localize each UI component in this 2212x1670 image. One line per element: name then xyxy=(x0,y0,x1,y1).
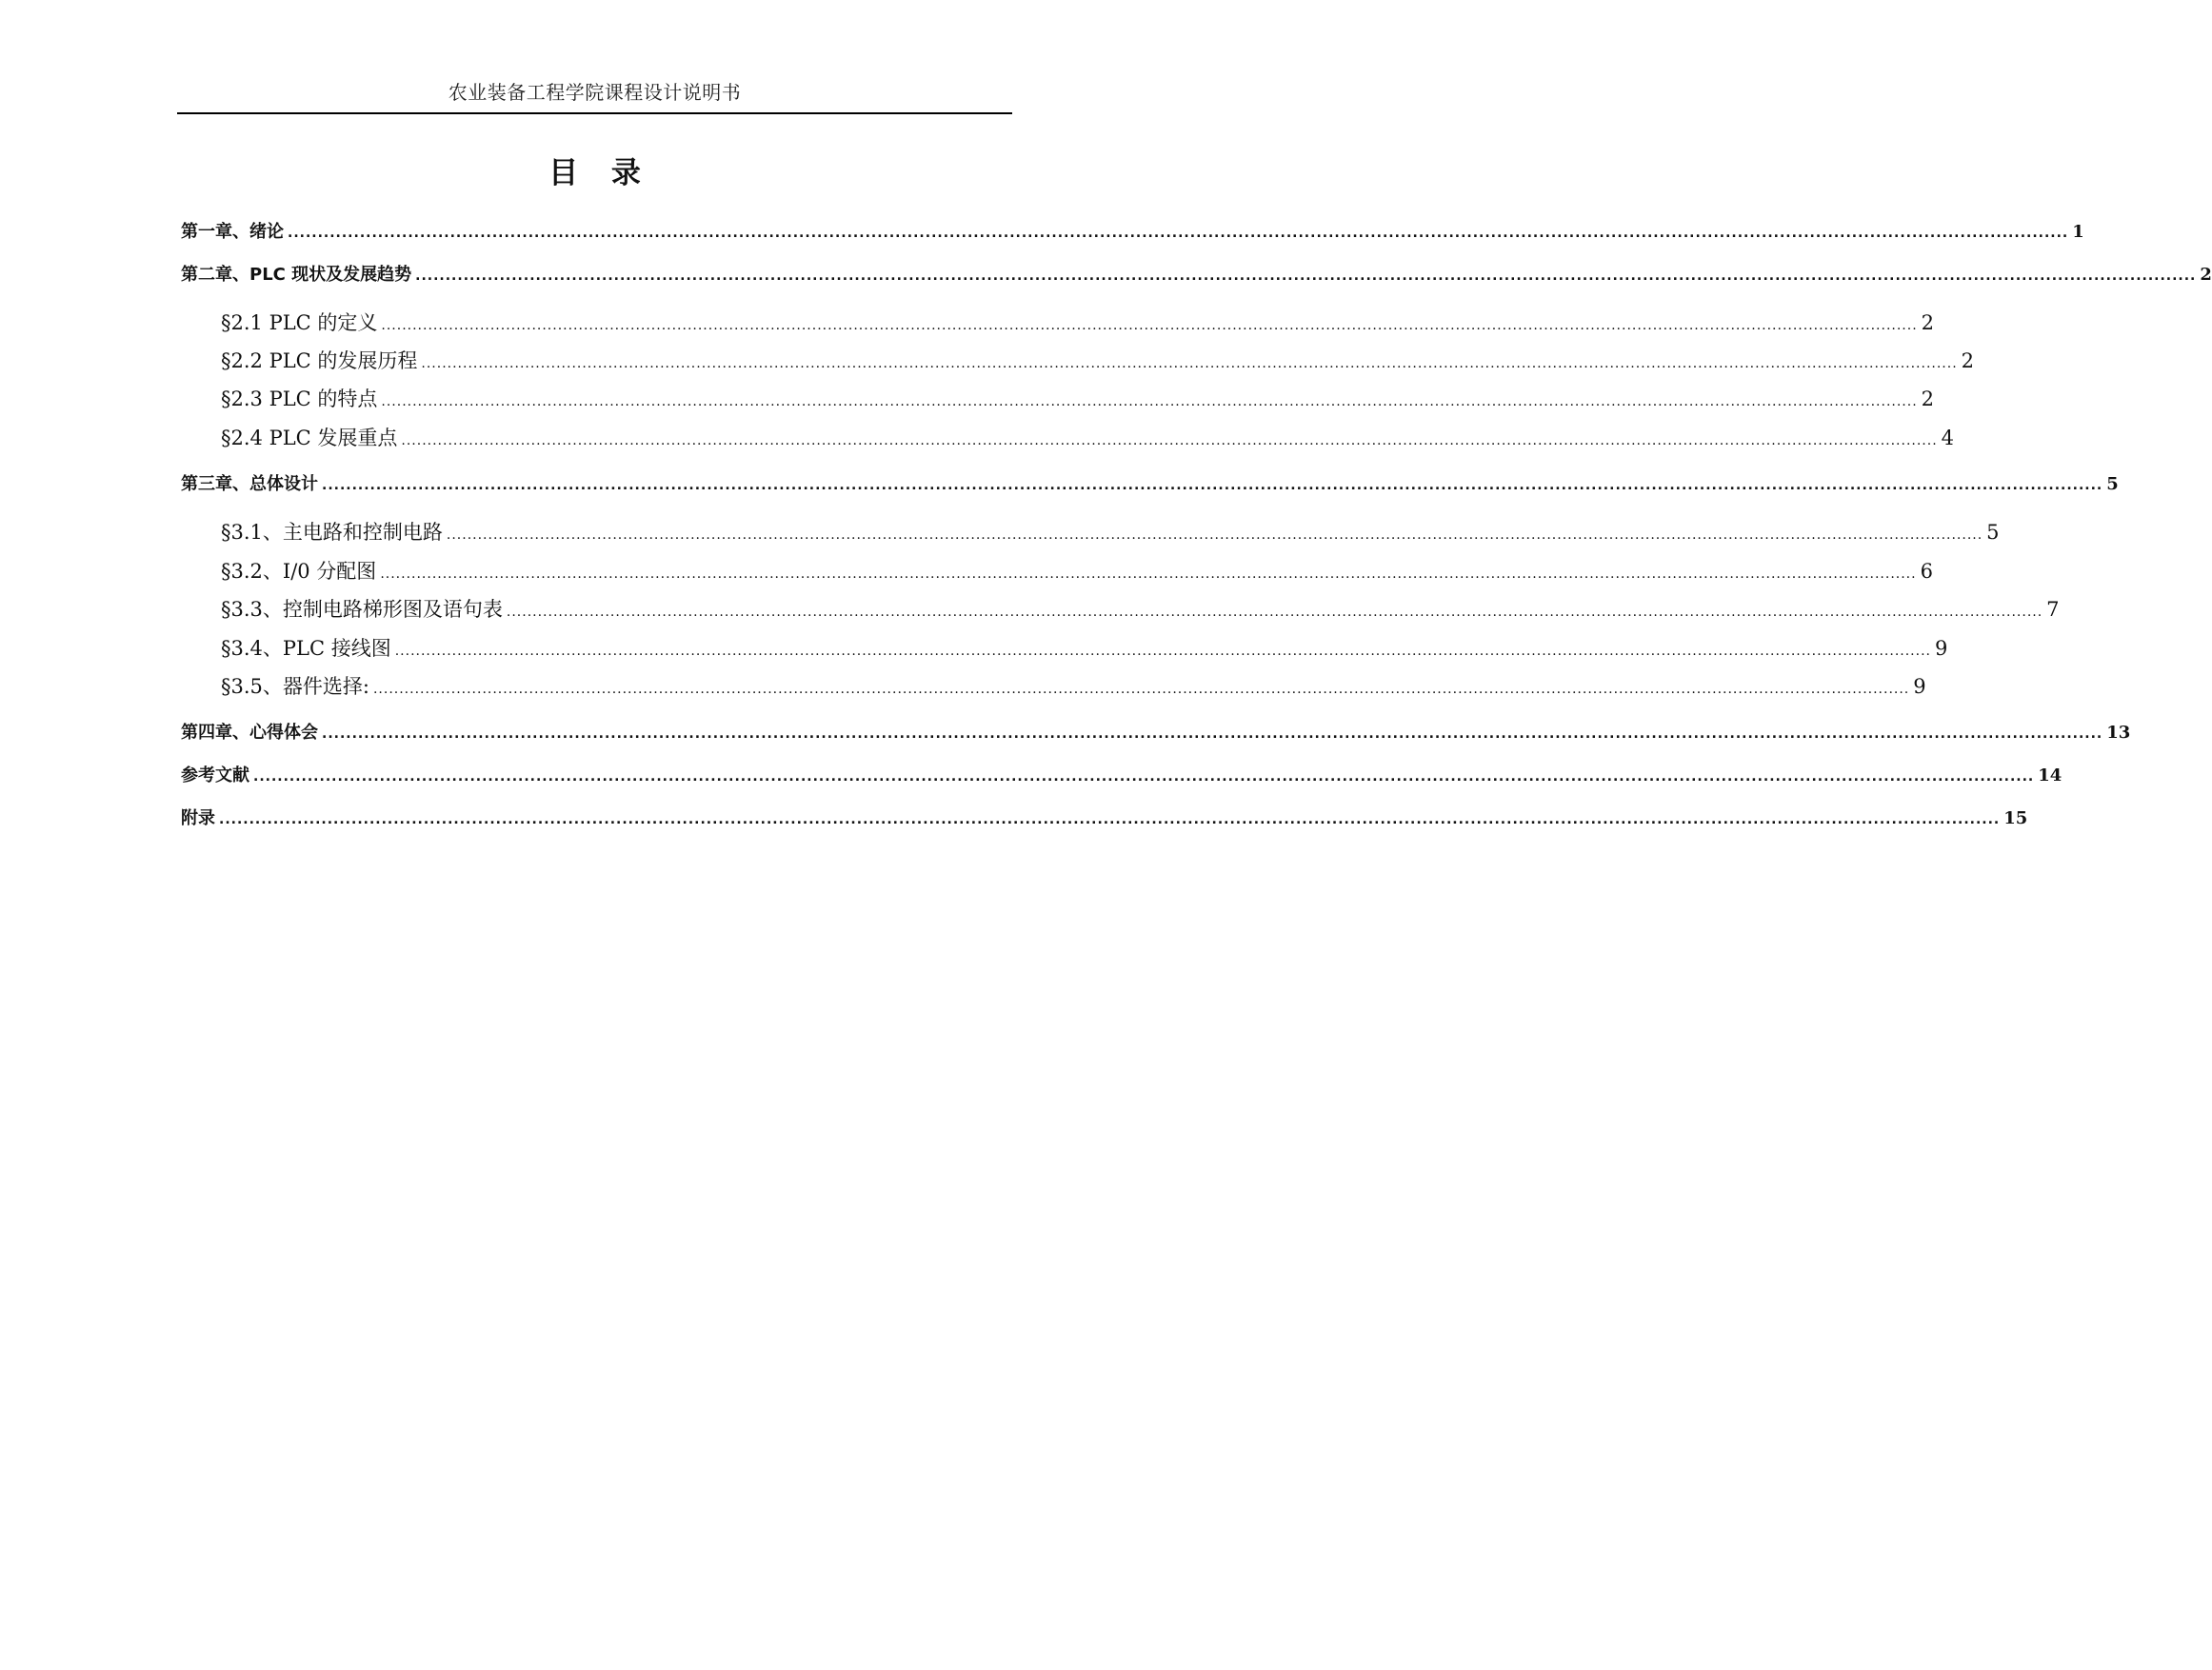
toc-entry-section-3-2[interactable] xyxy=(221,558,1933,587)
toc-entry-label: 第三章、总体设计 xyxy=(181,474,318,494)
toc-leader-dots: ........................................................................................................................................................................................................................................................................................................ xyxy=(421,356,1958,371)
toc-leader-dots: ........................................................................................................................................................................................................................................................................................................ xyxy=(253,769,2035,785)
toc-entry-chapter-2[interactable] xyxy=(181,263,2212,288)
toc-entry-section-2-1[interactable] xyxy=(221,309,1935,339)
toc-page-number: 15 xyxy=(2003,808,2028,828)
toc-page-number: 6 xyxy=(1920,560,1933,583)
toc-page-number: 5 xyxy=(1986,521,2000,544)
toc-page-number: 13 xyxy=(2106,723,2131,743)
toc-entry-section-3-5[interactable] xyxy=(221,673,1926,703)
toc-entry-label: §3.5、器件选择: xyxy=(221,675,369,698)
toc-leader-dots: ........................................................................................................................................................................................................................................................................................................ xyxy=(380,567,1917,582)
toc-entry-label: §3.3、控制电路梯形图及语句表 xyxy=(221,598,503,621)
toc-entry-label: §2.2 PLC 的发展历程 xyxy=(221,349,418,372)
toc-entry-label: §3.4、PLC 接线图 xyxy=(221,637,391,660)
toc-page-number: 2 xyxy=(1921,388,1935,410)
toc-page-number: 5 xyxy=(2106,474,2119,494)
toc-entry-section-3-3[interactable] xyxy=(221,596,2060,626)
toc-title: 目 录 xyxy=(548,156,652,190)
toc-leader-dots: ........................................................................................................................................................................................................................................................................................................ xyxy=(219,812,2001,827)
running-header: 农业装备工程学院课程设计说明书 xyxy=(448,81,742,104)
toc-entry-section-2-3[interactable] xyxy=(221,386,1935,415)
toc-entry-label: 第二章、PLC 现状及发展趋势 xyxy=(181,265,412,285)
toc-leader-dots: ........................................................................................................................................................................................................................................................................................................ xyxy=(372,682,1910,697)
toc-page-number: 14 xyxy=(2038,765,2063,785)
toc-entry-chapter-3[interactable] xyxy=(181,472,2119,498)
toc-page-number: 4 xyxy=(1941,427,1955,449)
toc-leader-dots: ........................................................................................................................................................................................................................................................................................................ xyxy=(506,605,2043,620)
toc-leader-dots: ........................................................................................................................................................................................................................................................................................................ xyxy=(288,226,2069,241)
toc-entry-chapter-4[interactable] xyxy=(181,721,2131,746)
toc-leader-dots: ........................................................................................................................................................................................................................................................................................................ xyxy=(415,268,2197,284)
toc-page-number: 1 xyxy=(2072,222,2084,242)
header-rule xyxy=(177,112,1012,114)
toc-entry-label: §2.1 PLC 的定义 xyxy=(221,311,378,334)
toc-entry-chapter-1[interactable] xyxy=(181,220,2084,246)
toc-entry-label: §2.4 PLC 发展重点 xyxy=(221,427,398,449)
toc-entry-label: 第四章、心得体会 xyxy=(181,723,318,743)
toc-leader-dots: ........................................................................................................................................................................................................................................................................................................ xyxy=(446,527,1983,543)
toc-leader-dots: ........................................................................................................................................................................................................................................................................................................ xyxy=(401,433,1938,448)
toc-entry-references[interactable] xyxy=(181,764,2063,789)
toc-leader-dots: ........................................................................................................................................................................................................................................................................................................ xyxy=(381,394,1918,409)
toc-entry-label: 参考文献 xyxy=(181,765,249,785)
toc-entry-appendix[interactable] xyxy=(181,806,2028,832)
toc-page-number: 9 xyxy=(1934,637,1948,660)
toc-entry-section-3-4[interactable] xyxy=(221,635,1948,665)
toc-entry-label: §2.3 PLC 的特点 xyxy=(221,388,378,410)
toc-entry-section-2-4[interactable] xyxy=(221,425,1955,454)
toc-entry-section-2-2[interactable] xyxy=(221,348,1975,377)
toc-leader-dots: ........................................................................................................................................................................................................................................................................................................ xyxy=(322,726,2103,742)
toc-entry-label: 第一章、绪论 xyxy=(181,222,284,242)
toc-page-number: 2 xyxy=(1921,311,1935,334)
toc-page-number: 7 xyxy=(2046,598,2060,621)
toc-entry-label: §3.1、主电路和控制电路 xyxy=(221,521,443,544)
toc-page-number: 2 xyxy=(1961,349,1975,372)
toc-page-number: 9 xyxy=(1913,675,1926,698)
toc-leader-dots: ........................................................................................................................................................................................................................................................................................................ xyxy=(322,478,2103,493)
toc-entry-label: 附录 xyxy=(181,808,215,828)
toc-entry-label: §3.2、I/0 分配图 xyxy=(221,560,377,583)
toc-entry-section-3-1[interactable] xyxy=(221,519,2000,548)
toc-page-number: 2 xyxy=(2200,265,2212,285)
toc-leader-dots: ........................................................................................................................................................................................................................................................................................................ xyxy=(381,318,1918,333)
toc-leader-dots: ........................................................................................................................................................................................................................................................................................................ xyxy=(394,644,1931,659)
